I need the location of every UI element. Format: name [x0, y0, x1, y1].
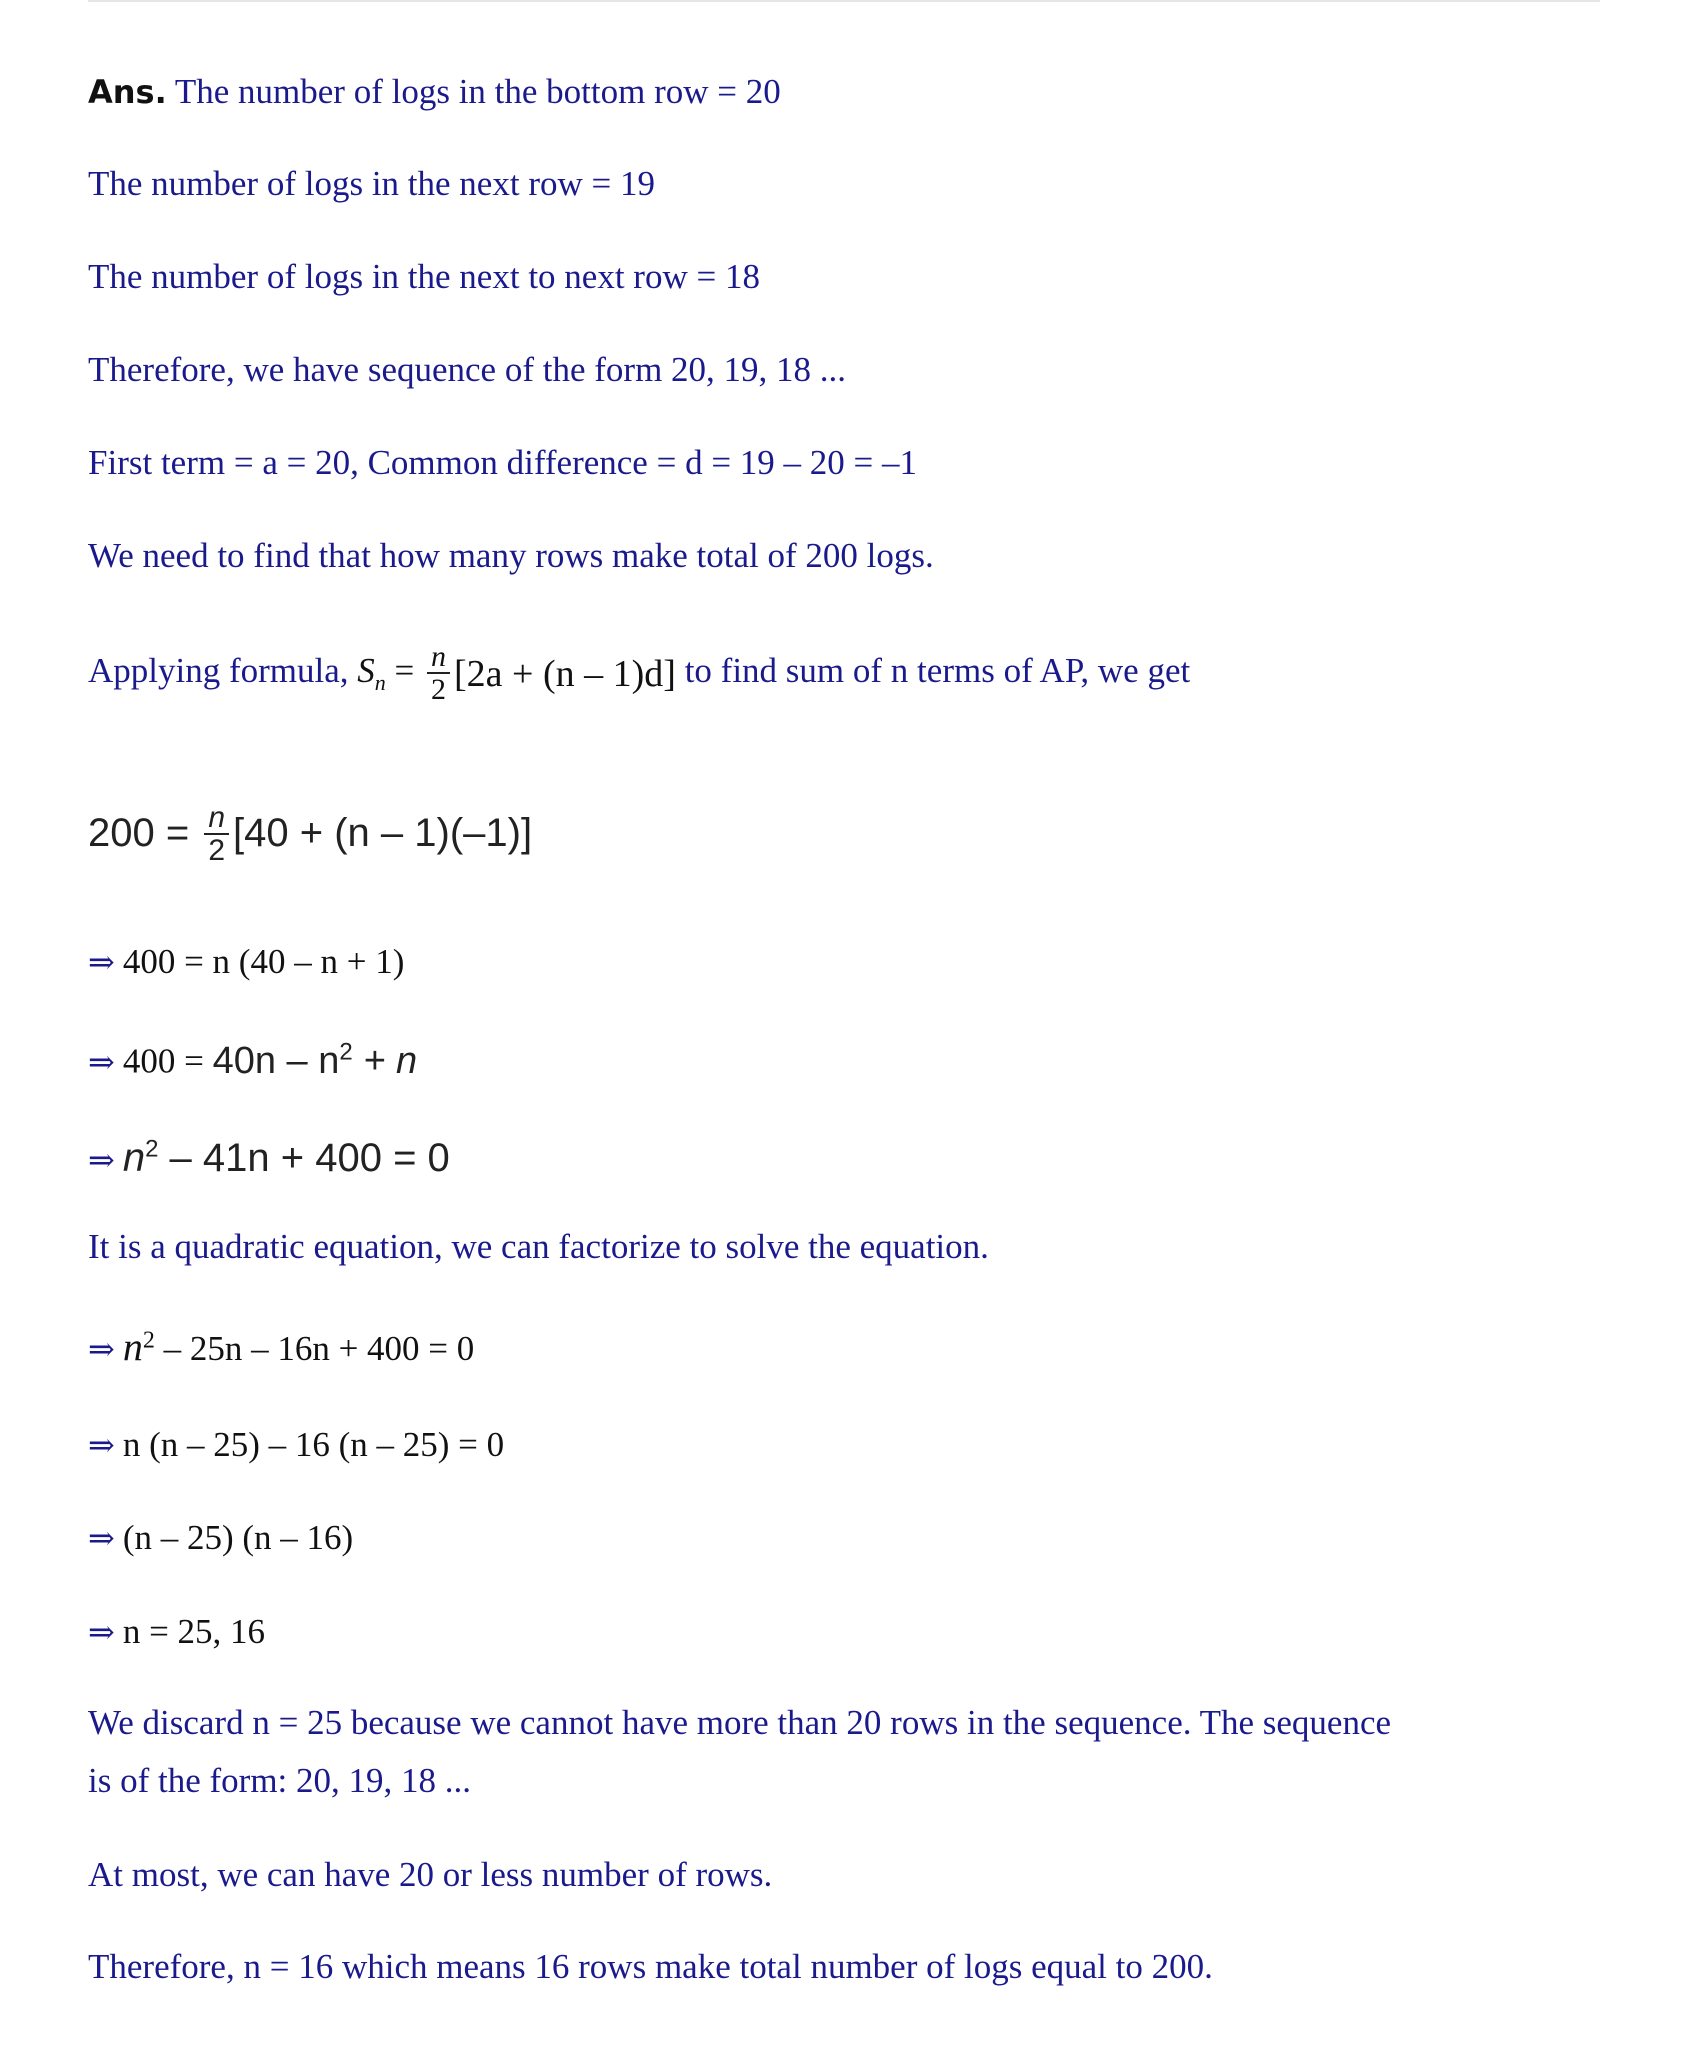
implies-arrow: ⇒	[88, 944, 115, 980]
next-row-line: The number of logs in the next row = 19	[88, 164, 655, 203]
next-to-next-row-line: The number of logs in the next to next row = 18	[88, 257, 760, 296]
top-divider	[88, 0, 1600, 2]
answer-line-bottom-row	[88, 70, 781, 114]
equation-step-3: ⇒ $n^2 - 41n + 400 = 0$	[88, 1136, 450, 1181]
implies-arrow: ⇒	[88, 1043, 115, 1080]
first-term-line: First term = a = 20, Common difference = d = 19 – 20 = –1	[88, 443, 918, 482]
answer-text: The number of logs in the bottom row = 20	[166, 72, 781, 111]
quadratic-note-line: It is a quadratic equation, we can factorize to solve the equation.	[88, 1227, 989, 1266]
formula-fraction: $\frac{n}{2}$	[427, 642, 450, 706]
implies-arrow: ⇒	[88, 1330, 115, 1367]
applying-formula-prefix: Applying formula,	[88, 651, 349, 690]
implies-arrow: ⇒	[88, 1427, 115, 1463]
equation-200: 200 = $\frac{n}{2}$ [40 + (n – 1)(–1)]	[88, 801, 533, 868]
applying-formula-suffix: to find sum of n terms of AP, we get	[684, 651, 1191, 690]
applying-formula-line	[88, 628, 1190, 714]
equation-step-2: ⇒ $400 = 40n - n^2 + n$	[88, 1038, 418, 1082]
implies-arrow: ⇒	[88, 1614, 115, 1650]
implies-arrow: ⇒	[88, 1142, 115, 1179]
at-most-line: At most, we can have 20 or less number of rows.	[88, 1855, 773, 1894]
equation-step-7: ⇒ n = 25, 16	[88, 1612, 266, 1651]
conclusion-line: Therefore, n = 16 which means 16 rows make total number of logs equal to 200.	[88, 1947, 1213, 1986]
equation-200-fraction: $\frac{n}{2}$	[204, 803, 229, 867]
answer-label: Ans.	[88, 73, 167, 111]
discard-paragraph: We discard n = 25 because we cannot have more than 20 rows in the sequence. The sequence is of the form: 20, 19, 18 ...	[88, 1703, 1392, 1800]
need-to-find-line: We need to find that how many rows make total of 200 logs.	[88, 536, 934, 575]
equation-step-6: ⇒ (n – 25) (n – 16)	[88, 1518, 354, 1557]
sum-formula: $S_n$ = $\frac{n}{2}$ [2a + (n – 1)d]	[357, 639, 676, 706]
equation-step-1: ⇒ 400 = n (40 – n + 1)	[88, 942, 405, 981]
equation-step-5: ⇒ n (n – 25) – 16 (n – 25) = 0	[88, 1425, 505, 1464]
sequence-line: Therefore, we have sequence of the form 20, 19, 18 ...	[88, 350, 847, 389]
implies-arrow: ⇒	[88, 1520, 115, 1556]
equation-step-4: ⇒ $n^2 - 25n - 16n + 400 = 0$	[88, 1323, 475, 1369]
